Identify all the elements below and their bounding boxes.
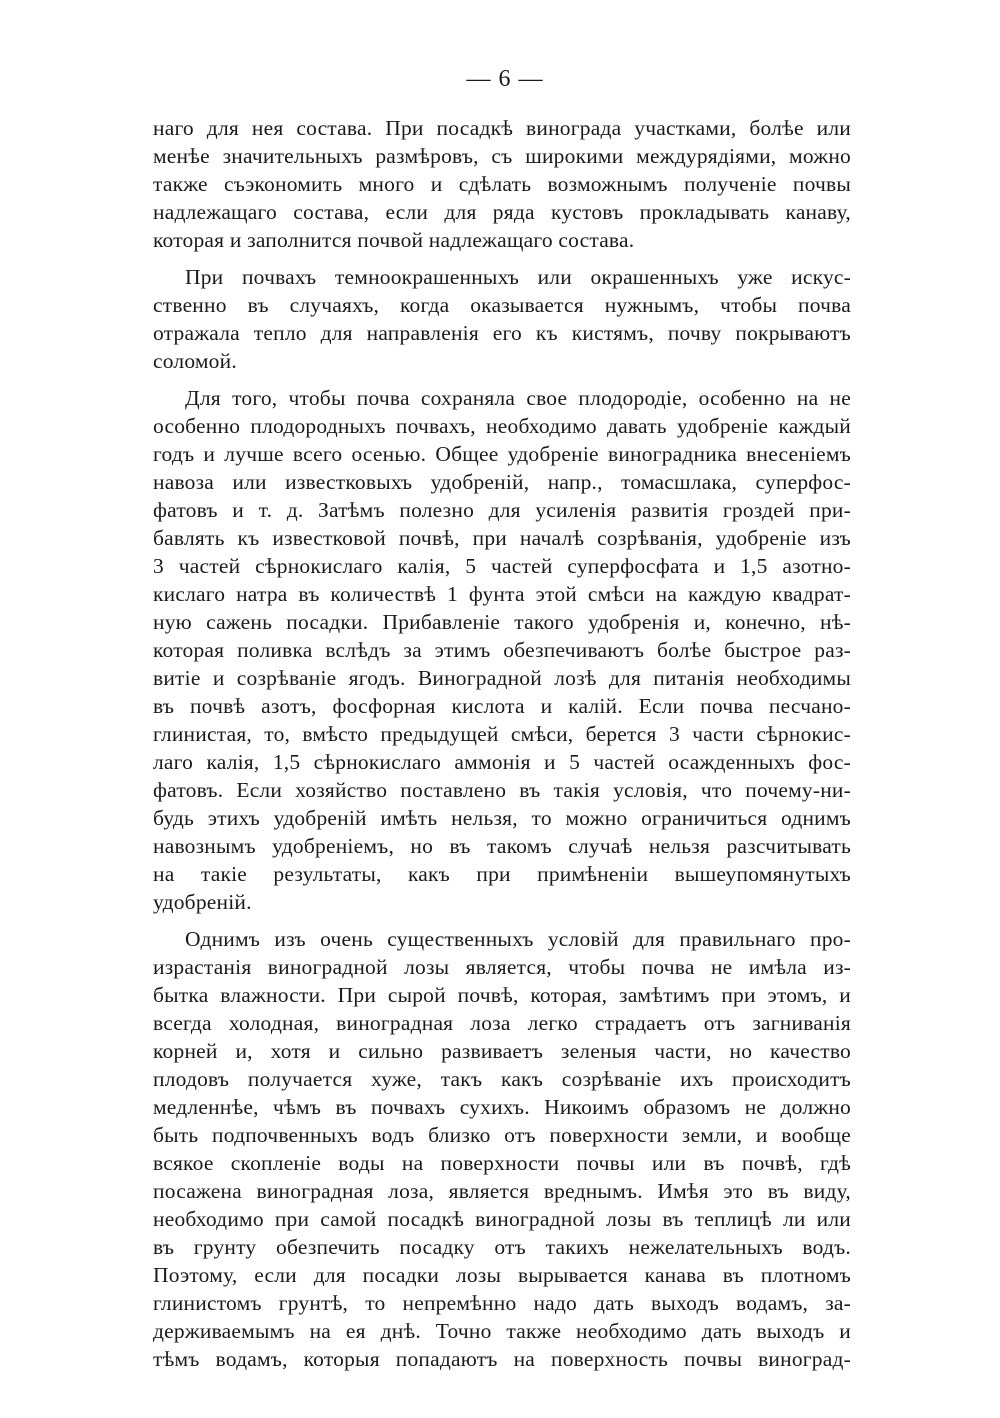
text-line: менѣе значительныхъ размѣровъ, съ широкими междурядіями, можно [153, 144, 851, 168]
text-line: 3 частей сѣрнокислаго калія, 5 частей суперфосфата и 1,5 азотно- [153, 554, 851, 578]
text-line: навознымъ удобреніемъ, но въ такомъ случаѣ нельзя разсчитывать [153, 834, 851, 858]
text-line: Однимъ изъ очень существенныхъ условій для правильнаго про- [185, 927, 851, 951]
page-number: — 6 — [466, 66, 544, 92]
text-line: кислаго натра въ количествѣ 1 фунта этой смѣси на каждую квадрат- [153, 582, 851, 606]
text-line: держиваемымъ на ея днѣ. Точно также необходимо дать выходъ и [153, 1319, 851, 1343]
text-line: въ почвѣ азотъ, фосфорная кислота и калій. Если почва песчано- [153, 694, 851, 718]
paragraph [153, 263, 851, 375]
text-line: корней и, хотя и сильно развиваетъ зеленыя части, но качество [153, 1039, 851, 1063]
text-line: удобреній. [153, 890, 252, 914]
text-line: будь этихъ удобреній имѣть нельзя, то можно ограничиться однимъ [153, 806, 851, 830]
text-line: всякое скопленіе воды на поверхности почвы или въ почвѣ, гдѣ [153, 1151, 851, 1175]
text-line: плодовъ получается хуже, такъ какъ созрѣваніе ихъ происходитъ [153, 1067, 851, 1091]
text-line: въ грунту обезпечить посадку отъ такихъ нежелательныхъ водъ. [153, 1235, 851, 1259]
text-line: на такіе результаты, какъ при примѣненіи вышеупомянутыхъ [153, 862, 851, 886]
text-line: ную сажень посадки. Прибавленіе такого удобренія и, конечно, нѣ- [153, 610, 851, 634]
text-line: медленнѣе, чѣмъ въ почвахъ сухихъ. Никоимъ образомъ не должно [153, 1095, 851, 1119]
text-line: Для того, чтобы почва сохраняла свое плодородіе, особенно на не [185, 386, 851, 410]
text-line: которая поливка вслѣдъ за этимъ обезпечиваютъ болѣе быстрое раз- [153, 638, 851, 662]
text-line: глинистая, то, вмѣсто предыдущей смѣси, берется 3 части сѣрнокис- [153, 722, 851, 746]
text-line: соломой. [153, 349, 237, 373]
text-line: Поэтому, если для посадки лозы вырывается канава въ плотномъ [153, 1263, 851, 1287]
text-line: При почвахъ темноокрашенныхъ или окрашенныхъ уже искус- [185, 265, 851, 289]
text-line: глинистомъ грунтѣ, то непремѣнно надо дать выходъ водамъ, за- [153, 1291, 851, 1315]
text-line: лаго калія, 1,5 сѣрнокислаго аммонія и 5 частей осажденныхъ фос- [153, 750, 851, 774]
text-line: тѣмъ водамъ, которыя попадаютъ на поверхность почвы виноград- [153, 1347, 851, 1371]
text-line: необходимо при самой посадкѣ виноградной лозы въ теплицѣ ли или [153, 1207, 851, 1231]
text-line: особенно плодородныхъ почвахъ, необходимо давать удобреніе каждый [153, 414, 851, 438]
text-line: фатовъ. Если хозяйство поставлено въ такія условія, что почему-ни- [153, 778, 851, 802]
text-line: посажена виноградная лоза, является вреднымъ. Имѣя это въ виду, [153, 1179, 851, 1203]
text-line: фатовъ и т. д. Затѣмъ полезно для усиленія развитія гроздей при- [153, 498, 851, 522]
body-text [153, 114, 851, 1382]
text-line: всегда холодная, виноградная лоза легко страдаетъ отъ загниванія [153, 1011, 851, 1035]
text-line: бытка влажности. При сырой почвѣ, которая, замѣтимъ при этомъ, и [153, 983, 851, 1007]
text-line: также съэкономить много и сдѣлать возможнымъ полученіе почвы [153, 172, 851, 196]
text-line: израстанія виноградной лозы является, чтобы почва не имѣла из- [153, 955, 851, 979]
text-line: навоза или известковыхъ удобреній, напр., томасшлака, суперфос- [153, 470, 851, 494]
text-line: наго для нея состава. При посадкѣ винограда участками, болѣе или [153, 116, 851, 140]
text-line: быть подпочвенныхъ водъ близко отъ поверхности земли, и вообще [153, 1123, 851, 1147]
paragraph [153, 925, 851, 1373]
text-line: бавлять къ известковой почвѣ, при началѣ созрѣванія, удобреніе изъ [153, 526, 851, 550]
text-line: которая и заполнится почвой надлежащаго состава. [153, 228, 635, 252]
text-line: отражала тепло для направленія его къ кистямъ, почву покрываютъ [153, 321, 851, 345]
paragraph [153, 114, 851, 254]
text-line: надлежащаго состава, если для ряда кустовъ прокладывать канаву, [153, 200, 851, 224]
text-line: витіе и созрѣваніе ягодъ. Виноградной лозѣ для питанія необходимы [153, 666, 851, 690]
text-line: ственно въ случаяхъ, когда оказывается нужнымъ, чтобы почва [153, 293, 851, 317]
text-line: годъ и лучше всего осенью. Общее удобреніе виноградника внесеніемъ [153, 442, 851, 466]
paragraph [153, 384, 851, 916]
